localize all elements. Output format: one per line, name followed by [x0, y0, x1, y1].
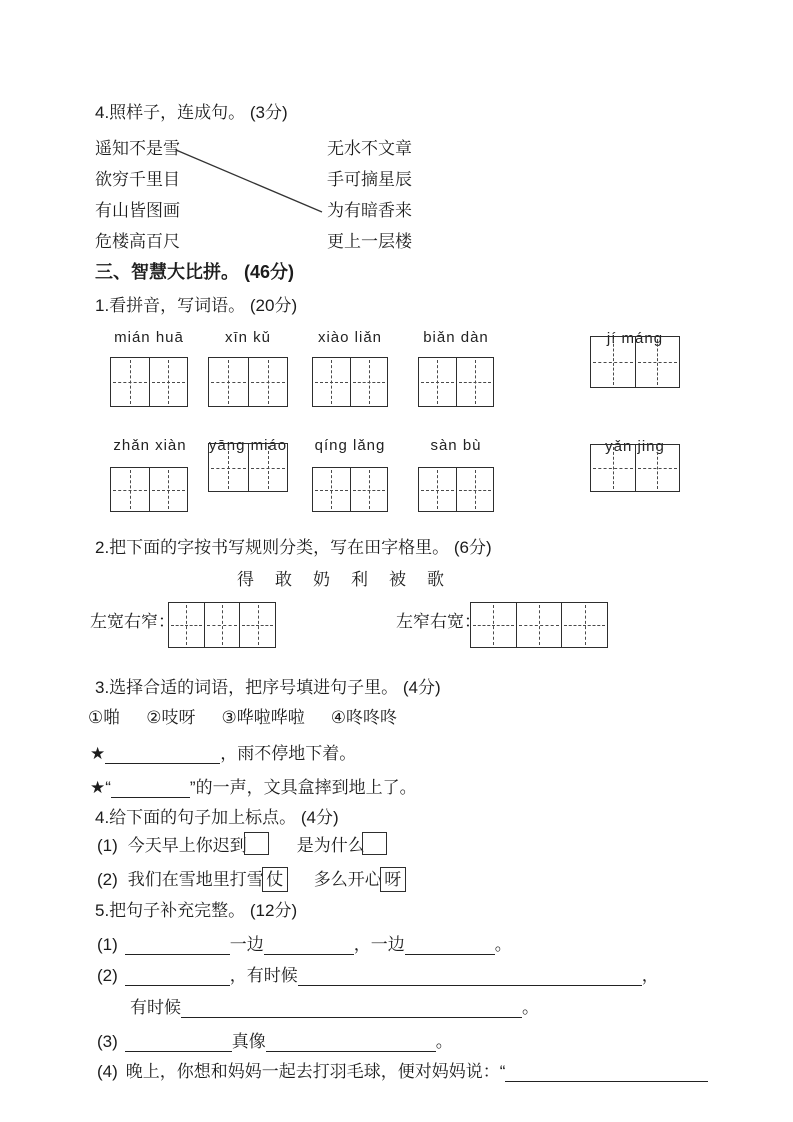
pinyin-label: biǎn dàn [423, 329, 489, 346]
q5-line-2-mid: ，有时候 [229, 966, 298, 985]
grid-cell [636, 337, 680, 387]
answer-blank [405, 935, 495, 955]
tianzi-writing-grid [110, 357, 188, 407]
grid-cell [111, 468, 150, 511]
q5-line-3-mid: 真像 [231, 1032, 266, 1051]
period-mark: 。 [435, 1032, 453, 1051]
q3-sentence-2 [90, 778, 417, 798]
q3-option: ④咚咚咚 [330, 708, 397, 727]
grid-cell [517, 603, 563, 647]
answer-blank [111, 778, 190, 798]
grid-cell [150, 358, 188, 406]
q5-line-4 [97, 1062, 708, 1082]
q5-line-2b-head: 有时候 [130, 998, 181, 1017]
grid-cell [240, 603, 275, 647]
q4-sentence-2-part1: 我们在雪地里打雪 [127, 869, 264, 889]
q4-title: 4.给下面的句子加上标点。 (4分) [95, 808, 339, 827]
connection-line [172, 146, 328, 218]
grid-cell [419, 358, 457, 406]
tianzi-writing-grid [418, 467, 494, 512]
comma-mark: ， [641, 966, 659, 985]
tianzi-writing-grid [418, 357, 494, 407]
q3-sentence-1-tail: ，雨不停地下着。 [220, 744, 357, 763]
q3-title: 3.选择合适的词语，把序号填进句子里。 (4分) [95, 678, 441, 697]
q5-line-2 [97, 966, 659, 986]
answer-blank [125, 1032, 232, 1052]
grid-cell [249, 444, 288, 491]
q5-line-1-mid1: 一边 [229, 935, 264, 954]
grid-cell [457, 468, 494, 511]
pinyin-label: xīn kǔ [224, 329, 272, 346]
item-number: (1) [97, 935, 118, 954]
pinyin-label: xiào liǎn [317, 329, 383, 346]
q3-option: ②吱呀 [146, 708, 196, 727]
q3-option: ③哗啦哗啦 [221, 708, 305, 727]
match-item-left: 有山皆图画 [95, 201, 180, 220]
grid-cell [111, 358, 150, 406]
pinyin-label: jí máng [606, 330, 664, 347]
punctuation-box [362, 832, 387, 855]
tianzi-writing-grid [208, 357, 288, 407]
star-bullet: ★“ [90, 778, 111, 797]
period-mark: 。 [522, 998, 539, 1017]
answer-blank [125, 935, 230, 955]
tianzi-writing-grid [590, 336, 680, 388]
grid-cell [150, 468, 188, 511]
boxed-character: 呀 [380, 867, 406, 892]
grid-cell [419, 468, 457, 511]
tianzi-writing-grid [110, 467, 188, 512]
tianzi-writing-grid [168, 602, 276, 648]
answer-blank [125, 966, 230, 986]
grid-cell [591, 445, 636, 491]
match-question-title: 4.照样子，连成句。 (3分) [95, 103, 288, 122]
answer-blank [181, 998, 522, 1018]
period-mark: 。 [494, 935, 512, 954]
boxed-character: 仗 [262, 867, 288, 892]
answer-blank [505, 1062, 708, 1082]
grid-cell [351, 468, 388, 511]
answer-blank [266, 1032, 436, 1052]
q4-sentence-1 [97, 833, 387, 859]
q5-line-1-mid2: ，一边 [353, 935, 405, 954]
grid-cell [209, 444, 249, 491]
match-item-right: 为有暗香来 [327, 201, 412, 220]
q3-option: ①啪 [88, 708, 121, 727]
item-number: (2) [97, 869, 118, 889]
grid-cell [457, 358, 494, 406]
q5-line-3 [97, 1032, 453, 1052]
answer-blank [105, 744, 220, 764]
q4-sentence-1-part1: 今天早上你迟到 [127, 836, 247, 855]
grid-cell [249, 358, 288, 406]
grid-cell [169, 603, 205, 647]
match-item-left: 遥知不是雪 [95, 139, 180, 158]
section-title: 三、智慧大比拼。 (46分) [95, 262, 295, 282]
q4-sentence-1-part2: 是为什么 [296, 836, 365, 855]
tianzi-writing-grid [312, 467, 388, 512]
q5-line-2b [130, 998, 539, 1018]
q2-characters: 得 敢 奶 利 被 歌 [237, 570, 446, 589]
pinyin-label: yāng miáo [208, 437, 288, 454]
match-item-right: 无水不文章 [327, 139, 412, 158]
pinyin-label: sàn bù [430, 437, 482, 454]
grid-cell [591, 337, 636, 387]
match-right-column [327, 140, 412, 251]
pinyin-label: yǎn jing [605, 438, 665, 455]
pinyin-label: zhǎn xiàn [113, 437, 187, 454]
item-number: (3) [97, 1032, 118, 1051]
tianzi-writing-grid [208, 443, 288, 492]
item-number: (1) [97, 836, 118, 855]
grid-cell [562, 603, 607, 647]
match-item-left: 危楼高百尺 [95, 232, 180, 251]
match-item-right: 更上一层楼 [327, 232, 412, 251]
grid-cell [313, 358, 351, 406]
grid-cell [209, 358, 249, 406]
star-bullet: ★ [90, 744, 106, 763]
q5-title: 5.把句子补充完整。 (12分) [95, 901, 298, 920]
q2-label-right-wide: 左窄右宽： [396, 612, 481, 631]
q1-title: 1.看拼音，写词语。 (20分) [95, 296, 298, 315]
grid-cell [636, 445, 680, 491]
q2-title: 2.把下面的字按书写规则分类，写在田字格里。 (6分) [95, 538, 492, 557]
match-left-column [95, 140, 180, 251]
pinyin-label: mián huā [114, 329, 184, 346]
q3-sentence-2-tail: ”的一声，文具盒摔到地上了。 [189, 778, 417, 797]
grid-cell [471, 603, 517, 647]
q4-sentence-2-part2: 多么开心 [313, 869, 382, 889]
tianzi-writing-grid [590, 444, 680, 492]
item-number: (4) [97, 1062, 118, 1081]
punctuation-box [244, 832, 269, 855]
answer-blank [298, 966, 642, 986]
grid-cell [205, 603, 241, 647]
grid-cell [313, 468, 351, 511]
match-item-right: 手可摘星辰 [327, 170, 412, 189]
q5-line-4-text: 晚上，你想和妈妈一起去打羽毛球，便对妈妈说：“ [125, 1062, 506, 1081]
q3-options [88, 708, 397, 728]
pinyin-label: qíng lǎng [314, 437, 386, 454]
q5-line-1 [97, 935, 512, 955]
grid-cell [351, 358, 388, 406]
answer-blank [264, 935, 354, 955]
item-number: (2) [97, 966, 118, 985]
tianzi-writing-grid [312, 357, 388, 407]
q2-label-left-wide: 左宽右窄： [90, 612, 175, 631]
q4-sentence-2 [97, 866, 406, 893]
q3-sentence-1 [90, 744, 356, 764]
tianzi-writing-grid [470, 602, 608, 648]
match-item-left: 欲穷千里目 [95, 170, 180, 189]
